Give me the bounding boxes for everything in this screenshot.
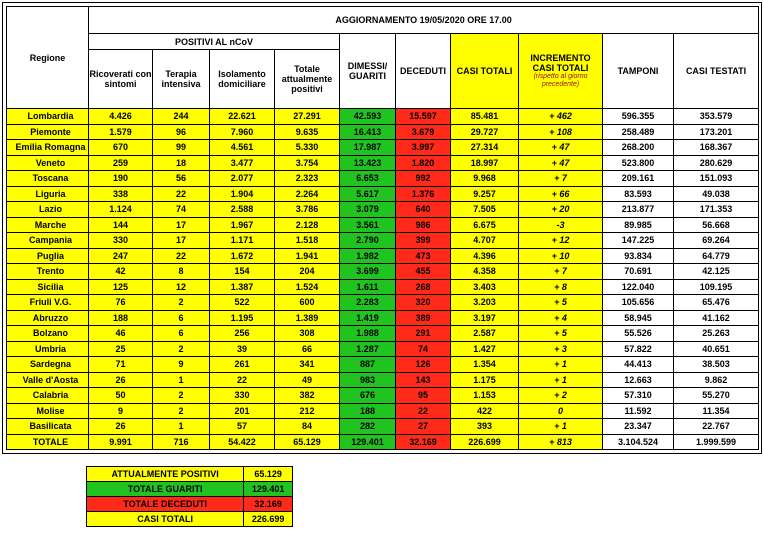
summary-label: ATTUALMENTE POSITIVI — [87, 467, 244, 482]
cell-incremento: + 1 — [519, 357, 603, 373]
cell-dimessi: 42.593 — [340, 109, 396, 125]
cell-dimessi: 2.790 — [340, 233, 396, 249]
cell-tamponi: 3.104.524 — [603, 434, 674, 449]
cell-deceduti: 143 — [396, 372, 451, 388]
cell-isolamento: 330 — [210, 388, 275, 404]
cell-terapia: 6 — [153, 310, 210, 326]
cell-totale-positivi: 84 — [275, 419, 340, 435]
cell-ricoverati: 50 — [89, 388, 153, 404]
cell-totale-positivi: 66 — [275, 341, 340, 357]
summary-row — [87, 482, 293, 497]
cell-totale-positivi: 1.524 — [275, 279, 340, 295]
cell-dimessi: 1.988 — [340, 326, 396, 342]
header-casi-testati: CASI TESTATI — [674, 34, 759, 109]
cell-isolamento: 154 — [210, 264, 275, 280]
cell-incremento: + 12 — [519, 233, 603, 249]
cell-incremento: 0 — [519, 403, 603, 419]
header-incremento-sub: (rispetto al giorno precedente) — [533, 73, 588, 88]
cell-ricoverati: 46 — [89, 326, 153, 342]
cell-regione: Calabria — [7, 388, 89, 404]
cell-casi-totali: 27.314 — [451, 140, 519, 156]
cell-terapia: 1 — [153, 419, 210, 435]
cell-regione: Veneto — [7, 155, 89, 171]
cell-casi-testati: 173.201 — [674, 124, 759, 140]
cell-dimessi: 6.653 — [340, 171, 396, 187]
cell-tamponi: 57.822 — [603, 341, 674, 357]
cell-isolamento: 1.904 — [210, 186, 275, 202]
cell-isolamento: 7.960 — [210, 124, 275, 140]
cell-totale-positivi: 49 — [275, 372, 340, 388]
cell-casi-totali: 6.675 — [451, 217, 519, 233]
cell-tamponi: 122.040 — [603, 279, 674, 295]
cell-tamponi: 213.877 — [603, 202, 674, 218]
cell-terapia: 96 — [153, 124, 210, 140]
table-row — [7, 124, 759, 140]
cell-regione: Basilicata — [7, 419, 89, 435]
cell-casi-testati: 22.767 — [674, 419, 759, 435]
cell-tamponi: 596.355 — [603, 109, 674, 125]
cell-deceduti: 389 — [396, 310, 451, 326]
cell-deceduti: 15.597 — [396, 109, 451, 125]
cell-dimessi: 1.419 — [340, 310, 396, 326]
cell-dimessi: 1.611 — [340, 279, 396, 295]
cell-regione: TOTALE — [7, 434, 89, 449]
summary-table — [86, 466, 293, 527]
cell-terapia: 716 — [153, 434, 210, 449]
cell-casi-totali: 1.153 — [451, 388, 519, 404]
table-row — [7, 372, 759, 388]
cell-isolamento: 522 — [210, 295, 275, 311]
cell-deceduti: 1.376 — [396, 186, 451, 202]
cell-ricoverati: 259 — [89, 155, 153, 171]
cell-casi-totali: 7.505 — [451, 202, 519, 218]
cell-terapia: 244 — [153, 109, 210, 125]
cell-totale-positivi: 2.323 — [275, 171, 340, 187]
table-row — [7, 326, 759, 342]
table-row — [7, 140, 759, 156]
totals-row — [7, 434, 759, 449]
cell-ricoverati: 42 — [89, 264, 153, 280]
cell-terapia: 17 — [153, 217, 210, 233]
cell-incremento: + 7 — [519, 264, 603, 280]
summary-label: TOTALE GUARITI — [87, 482, 244, 497]
table-row — [7, 155, 759, 171]
cell-totale-positivi: 600 — [275, 295, 340, 311]
cell-totale-positivi: 5.330 — [275, 140, 340, 156]
cell-terapia: 2 — [153, 403, 210, 419]
cell-dimessi: 5.617 — [340, 186, 396, 202]
cell-deceduti: 95 — [396, 388, 451, 404]
cell-ricoverati: 190 — [89, 171, 153, 187]
cell-totale-positivi: 2.128 — [275, 217, 340, 233]
cell-isolamento: 261 — [210, 357, 275, 373]
cell-terapia: 2 — [153, 341, 210, 357]
header-positivi-group: POSITIVI AL nCoV — [89, 34, 340, 50]
cell-dimessi: 983 — [340, 372, 396, 388]
cell-terapia: 17 — [153, 233, 210, 249]
summary-value: 65.129 — [244, 467, 293, 482]
cell-dimessi: 17.987 — [340, 140, 396, 156]
cell-terapia: 22 — [153, 248, 210, 264]
cell-ricoverati: 76 — [89, 295, 153, 311]
cell-dimessi: 1.982 — [340, 248, 396, 264]
cell-casi-totali: 4.396 — [451, 248, 519, 264]
cell-tamponi: 523.800 — [603, 155, 674, 171]
header-casi-totali: CASI TOTALI — [451, 34, 519, 109]
header-tamponi: TAMPONI — [603, 34, 674, 109]
header-incremento-label: INCREMENTO CASI TOTALI — [530, 53, 591, 73]
cell-casi-totali: 29.727 — [451, 124, 519, 140]
cell-deceduti: 320 — [396, 295, 451, 311]
cell-casi-totali: 1.354 — [451, 357, 519, 373]
cell-terapia: 9 — [153, 357, 210, 373]
cell-regione: Friuli V.G. — [7, 295, 89, 311]
cell-dimessi: 16.413 — [340, 124, 396, 140]
cell-ricoverati: 25 — [89, 341, 153, 357]
cell-regione: Toscana — [7, 171, 89, 187]
cell-dimessi: 3.079 — [340, 202, 396, 218]
table-row — [7, 109, 759, 125]
cell-totale-positivi: 3.786 — [275, 202, 340, 218]
cell-deceduti: 399 — [396, 233, 451, 249]
cell-casi-totali: 9.257 — [451, 186, 519, 202]
cell-isolamento: 256 — [210, 326, 275, 342]
cell-tamponi: 70.691 — [603, 264, 674, 280]
cell-casi-testati: 151.093 — [674, 171, 759, 187]
cell-casi-totali: 9.968 — [451, 171, 519, 187]
cell-casi-testati: 109.195 — [674, 279, 759, 295]
cell-tamponi: 89.985 — [603, 217, 674, 233]
cell-isolamento: 1.387 — [210, 279, 275, 295]
cell-casi-totali: 3.203 — [451, 295, 519, 311]
cell-regione: Bolzano — [7, 326, 89, 342]
cell-totale-positivi: 341 — [275, 357, 340, 373]
cell-terapia: 2 — [153, 295, 210, 311]
cell-deceduti: 126 — [396, 357, 451, 373]
summary-value: 32.169 — [244, 497, 293, 512]
cell-terapia: 99 — [153, 140, 210, 156]
cell-incremento: + 108 — [519, 124, 603, 140]
cell-ricoverati: 9 — [89, 403, 153, 419]
cell-casi-testati: 280.629 — [674, 155, 759, 171]
cell-regione: Puglia — [7, 248, 89, 264]
cell-deceduti: 74 — [396, 341, 451, 357]
cell-incremento: + 462 — [519, 109, 603, 125]
table-row — [7, 295, 759, 311]
cell-incremento: + 7 — [519, 171, 603, 187]
cell-regione: Lombardia — [7, 109, 89, 125]
cell-deceduti: 291 — [396, 326, 451, 342]
cell-deceduti: 455 — [396, 264, 451, 280]
cell-casi-testati: 9.862 — [674, 372, 759, 388]
cell-isolamento: 39 — [210, 341, 275, 357]
cell-tamponi: 147.225 — [603, 233, 674, 249]
cell-dimessi: 188 — [340, 403, 396, 419]
cell-totale-positivi: 382 — [275, 388, 340, 404]
cell-casi-testati: 55.270 — [674, 388, 759, 404]
cell-regione: Umbria — [7, 341, 89, 357]
update-title: AGGIORNAMENTO 19/05/2020 ORE 17.00 — [89, 7, 759, 34]
cell-regione: Marche — [7, 217, 89, 233]
cell-totale-positivi: 2.264 — [275, 186, 340, 202]
table-row — [7, 403, 759, 419]
cell-ricoverati: 9.991 — [89, 434, 153, 449]
cell-casi-totali: 393 — [451, 419, 519, 435]
cell-dimessi: 676 — [340, 388, 396, 404]
cell-incremento: + 1 — [519, 372, 603, 388]
table-row — [7, 357, 759, 373]
header-deceduti: DECEDUTI — [396, 34, 451, 109]
cell-terapia: 8 — [153, 264, 210, 280]
cell-terapia: 12 — [153, 279, 210, 295]
cell-isolamento: 1.171 — [210, 233, 275, 249]
cell-totale-positivi: 65.129 — [275, 434, 340, 449]
cell-tamponi: 58.945 — [603, 310, 674, 326]
cell-incremento: + 5 — [519, 326, 603, 342]
cell-incremento: + 4 — [519, 310, 603, 326]
table-row — [7, 264, 759, 280]
cell-casi-totali: 226.699 — [451, 434, 519, 449]
cell-tamponi: 55.526 — [603, 326, 674, 342]
table-row — [7, 186, 759, 202]
summary-value: 226.699 — [244, 512, 293, 527]
cell-isolamento: 3.477 — [210, 155, 275, 171]
cell-ricoverati: 26 — [89, 419, 153, 435]
cell-regione: Lazio — [7, 202, 89, 218]
cell-isolamento: 1.672 — [210, 248, 275, 264]
cell-dimessi: 887 — [340, 357, 396, 373]
cell-ricoverati: 26 — [89, 372, 153, 388]
cell-tamponi: 57.310 — [603, 388, 674, 404]
cell-casi-testati: 168.367 — [674, 140, 759, 156]
cell-tamponi: 44.413 — [603, 357, 674, 373]
cell-casi-testati: 1.999.599 — [674, 434, 759, 449]
header-incremento — [519, 34, 603, 109]
header-dimessi: DIMESSI/ GUARITI — [340, 34, 396, 109]
cell-casi-totali: 3.403 — [451, 279, 519, 295]
cell-totale-positivi: 1.389 — [275, 310, 340, 326]
header-ricoverati: Ricoverati con sintomi — [89, 50, 153, 109]
cell-incremento: + 66 — [519, 186, 603, 202]
cell-ricoverati: 247 — [89, 248, 153, 264]
cell-dimessi: 13.423 — [340, 155, 396, 171]
cell-tamponi: 268.200 — [603, 140, 674, 156]
cell-tamponi: 105.656 — [603, 295, 674, 311]
cell-isolamento: 201 — [210, 403, 275, 419]
table-row — [7, 388, 759, 404]
cell-ricoverati: 144 — [89, 217, 153, 233]
summary-row — [87, 467, 293, 482]
cell-isolamento: 54.422 — [210, 434, 275, 449]
cell-casi-testati: 65.476 — [674, 295, 759, 311]
cell-deceduti: 992 — [396, 171, 451, 187]
cell-regione: Emilia Romagna — [7, 140, 89, 156]
table-row — [7, 341, 759, 357]
cell-ricoverati: 338 — [89, 186, 153, 202]
table-row — [7, 171, 759, 187]
cell-incremento: + 813 — [519, 434, 603, 449]
cell-incremento: + 47 — [519, 155, 603, 171]
report-table-container — [6, 6, 759, 450]
cell-ricoverati: 188 — [89, 310, 153, 326]
cell-isolamento: 4.561 — [210, 140, 275, 156]
cell-regione: Valle d'Aosta — [7, 372, 89, 388]
table-row — [7, 419, 759, 435]
cell-casi-totali: 4.358 — [451, 264, 519, 280]
cell-deceduti: 473 — [396, 248, 451, 264]
cell-dimessi: 1.287 — [340, 341, 396, 357]
cell-ricoverati: 125 — [89, 279, 153, 295]
cell-casi-totali: 1.175 — [451, 372, 519, 388]
summary-row — [87, 512, 293, 527]
table-row — [7, 279, 759, 295]
cell-incremento: + 47 — [519, 140, 603, 156]
cell-tamponi: 12.663 — [603, 372, 674, 388]
cell-deceduti: 3.679 — [396, 124, 451, 140]
cell-isolamento: 22 — [210, 372, 275, 388]
cell-dimessi: 282 — [340, 419, 396, 435]
cell-deceduti: 3.997 — [396, 140, 451, 156]
cell-regione: Sicilia — [7, 279, 89, 295]
cell-totale-positivi: 27.291 — [275, 109, 340, 125]
cell-tamponi: 83.593 — [603, 186, 674, 202]
cell-terapia: 18 — [153, 155, 210, 171]
table-row — [7, 217, 759, 233]
cell-casi-totali: 4.707 — [451, 233, 519, 249]
header-totale-positivi: Totale attualmente positivi — [275, 50, 340, 109]
cell-incremento: + 8 — [519, 279, 603, 295]
cell-tamponi: 258.489 — [603, 124, 674, 140]
cell-casi-testati: 40.651 — [674, 341, 759, 357]
cell-casi-testati: 38.503 — [674, 357, 759, 373]
cell-casi-totali: 1.427 — [451, 341, 519, 357]
cell-deceduti: 640 — [396, 202, 451, 218]
summary-label: CASI TOTALI — [87, 512, 244, 527]
cell-tamponi: 11.592 — [603, 403, 674, 419]
table-row — [7, 202, 759, 218]
cell-incremento: + 20 — [519, 202, 603, 218]
cell-ricoverati: 71 — [89, 357, 153, 373]
cell-totale-positivi: 212 — [275, 403, 340, 419]
cell-regione: Trento — [7, 264, 89, 280]
cell-ricoverati: 1.124 — [89, 202, 153, 218]
cell-casi-totali: 18.997 — [451, 155, 519, 171]
cell-totale-positivi: 3.754 — [275, 155, 340, 171]
cell-isolamento: 22.621 — [210, 109, 275, 125]
cell-totale-positivi: 204 — [275, 264, 340, 280]
cell-casi-testati: 41.162 — [674, 310, 759, 326]
cell-casi-testati: 49.038 — [674, 186, 759, 202]
summary-value: 129.401 — [244, 482, 293, 497]
cell-casi-testati: 42.125 — [674, 264, 759, 280]
cell-ricoverati: 670 — [89, 140, 153, 156]
summary-label: TOTALE DECEDUTI — [87, 497, 244, 512]
cell-incremento: + 5 — [519, 295, 603, 311]
cell-deceduti: 268 — [396, 279, 451, 295]
cell-terapia: 56 — [153, 171, 210, 187]
cell-isolamento: 57 — [210, 419, 275, 435]
regional-data-table — [6, 6, 759, 450]
cell-deceduti: 27 — [396, 419, 451, 435]
cell-terapia: 6 — [153, 326, 210, 342]
cell-incremento: + 10 — [519, 248, 603, 264]
cell-totale-positivi: 1.518 — [275, 233, 340, 249]
table-row — [7, 248, 759, 264]
cell-tamponi: 23.347 — [603, 419, 674, 435]
cell-casi-testati: 64.779 — [674, 248, 759, 264]
cell-casi-testati: 171.353 — [674, 202, 759, 218]
cell-ricoverati: 4.426 — [89, 109, 153, 125]
cell-terapia: 1 — [153, 372, 210, 388]
cell-isolamento: 1.195 — [210, 310, 275, 326]
cell-tamponi: 93.834 — [603, 248, 674, 264]
cell-ricoverati: 330 — [89, 233, 153, 249]
cell-casi-totali: 422 — [451, 403, 519, 419]
cell-incremento: + 3 — [519, 341, 603, 357]
table-row — [7, 310, 759, 326]
cell-casi-testati: 25.263 — [674, 326, 759, 342]
cell-deceduti: 32.169 — [396, 434, 451, 449]
cell-deceduti: 1.820 — [396, 155, 451, 171]
header-regione: Regione — [7, 7, 89, 109]
summary-row — [87, 497, 293, 512]
cell-regione: Sardegna — [7, 357, 89, 373]
cell-isolamento: 1.967 — [210, 217, 275, 233]
cell-dimessi: 129.401 — [340, 434, 396, 449]
cell-deceduti: 986 — [396, 217, 451, 233]
cell-casi-totali: 85.481 — [451, 109, 519, 125]
header-terapia: Terapia intensiva — [153, 50, 210, 109]
cell-casi-totali: 2.587 — [451, 326, 519, 342]
cell-incremento: + 2 — [519, 388, 603, 404]
cell-deceduti: 22 — [396, 403, 451, 419]
cell-isolamento: 2.588 — [210, 202, 275, 218]
cell-casi-testati: 353.579 — [674, 109, 759, 125]
cell-tamponi: 209.161 — [603, 171, 674, 187]
cell-ricoverati: 1.579 — [89, 124, 153, 140]
cell-casi-testati: 69.264 — [674, 233, 759, 249]
cell-terapia: 22 — [153, 186, 210, 202]
cell-dimessi: 3.561 — [340, 217, 396, 233]
cell-incremento: + 1 — [519, 419, 603, 435]
cell-isolamento: 2.077 — [210, 171, 275, 187]
cell-casi-testati: 56.668 — [674, 217, 759, 233]
cell-terapia: 2 — [153, 388, 210, 404]
cell-regione: Abruzzo — [7, 310, 89, 326]
cell-regione: Liguria — [7, 186, 89, 202]
cell-regione: Campania — [7, 233, 89, 249]
cell-totale-positivi: 308 — [275, 326, 340, 342]
cell-terapia: 74 — [153, 202, 210, 218]
table-row — [7, 233, 759, 249]
header-isolamento: Isolamento domiciliare — [210, 50, 275, 109]
cell-casi-totali: 3.197 — [451, 310, 519, 326]
cell-casi-testati: 11.354 — [674, 403, 759, 419]
cell-totale-positivi: 9.635 — [275, 124, 340, 140]
cell-regione: Molise — [7, 403, 89, 419]
cell-incremento: -3 — [519, 217, 603, 233]
cell-dimessi: 2.283 — [340, 295, 396, 311]
cell-regione: Piemonte — [7, 124, 89, 140]
cell-totale-positivi: 1.941 — [275, 248, 340, 264]
cell-dimessi: 3.699 — [340, 264, 396, 280]
